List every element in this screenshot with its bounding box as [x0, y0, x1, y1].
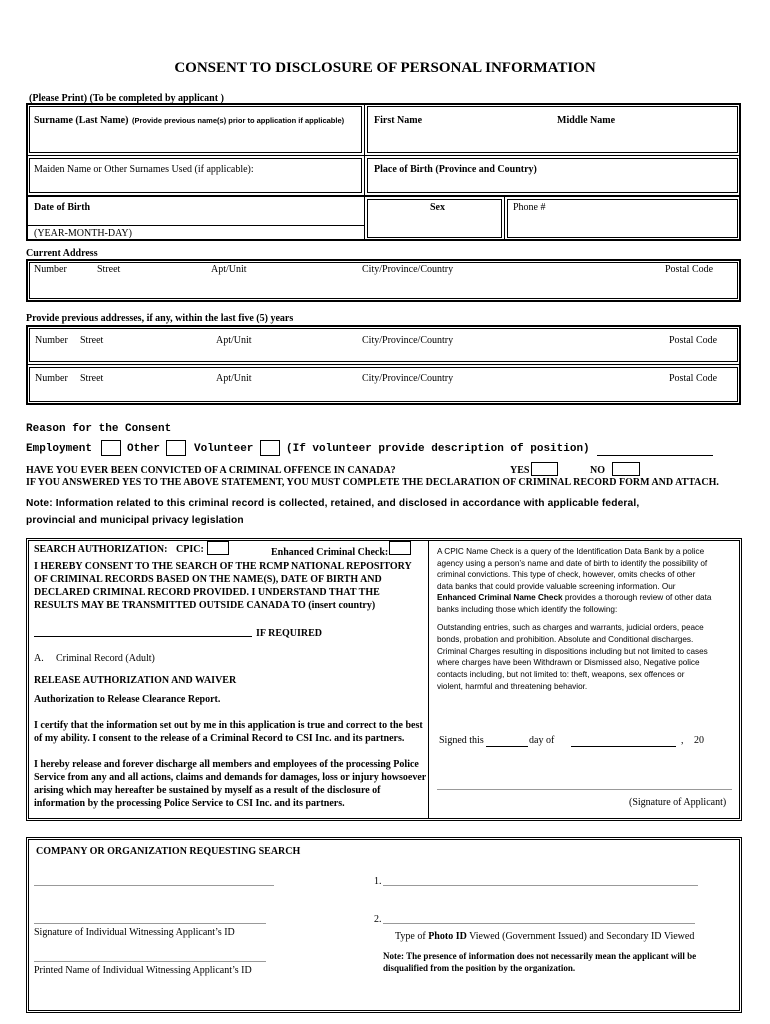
- conviction-instruction: IF YOU ANSWERED YES TO THE ABOVE STATEMENT, YOU MUST COMPLETE THE DECLARATION OF CRIMINAL RECORD FORM AND ATTACH.: [26, 477, 719, 488]
- prev1-city-label: City/Province/Country: [362, 335, 454, 346]
- company-section: [26, 837, 742, 1013]
- outstanding-line: Outstanding entries, such as charges and warrants, judicial orders, peace: [437, 623, 704, 632]
- prev2-postal-label: Postal Code: [669, 373, 718, 384]
- company-heading: COMPANY OR ORGANIZATION REQUESTING SEARCH: [36, 846, 301, 857]
- no-checkbox[interactable]: [612, 462, 640, 476]
- item-2-label: 2.: [374, 914, 382, 925]
- signed-this-label: Signed this: [439, 735, 484, 746]
- release-line: arising which may hereafter be sustained by myself as a result of the disclosure of: [34, 785, 381, 796]
- day-of-label: day of: [529, 735, 555, 746]
- disq-line: Note: The presence of information does not necessarily mean the applicant will be: [383, 951, 697, 961]
- consent-line: DECLARED CRIMINAL RECORD PROVIDED. I UNDERSTAND THAT THE: [34, 587, 380, 598]
- signed-month-input[interactable]: [571, 746, 676, 747]
- first-name-label: First Name: [374, 115, 423, 126]
- volunteer-description-line[interactable]: [597, 455, 713, 456]
- signed-day-input[interactable]: [486, 746, 528, 747]
- outstanding-line: bonds, probation and prohibition. Absolute and Conditional discharges.: [437, 634, 694, 644]
- prev2-apt-label: Apt/Unit: [216, 373, 252, 384]
- outstanding-line: where charges have been Withdrawn or Dismissed also, Negative police: [437, 658, 700, 668]
- privacy-note-line-2: provincial and municipal privacy legislation: [26, 515, 244, 526]
- dob-format: (YEAR-MONTH-DAY): [34, 228, 132, 239]
- middle-name-field[interactable]: [552, 128, 736, 152]
- prev1-apt-label: Apt/Unit: [216, 335, 252, 346]
- volunteer-label: Volunteer: [194, 443, 254, 455]
- phone-label: Phone #: [513, 202, 546, 213]
- current-city-label: City/Province/Country: [362, 264, 454, 275]
- search-auth-label: SEARCH AUTHORIZATION:: [34, 544, 168, 555]
- release-paragraph: [34, 758, 426, 810]
- release-line: Service from any and all actions, claims and demands for damages, loss or injury howsoever: [34, 772, 427, 783]
- employment-label: Employment: [26, 443, 93, 455]
- cpic-checkbox[interactable]: [207, 541, 229, 555]
- page-title: CONSENT TO DISCLOSURE OF PERSONAL INFORMATION: [174, 60, 596, 76]
- current-number-label: Number: [34, 264, 67, 275]
- prev2-street-label: Street: [80, 373, 104, 384]
- photo-id-prefix: Type of: [395, 931, 429, 942]
- instructions: (Please Print) (To be completed by applicant ): [29, 93, 224, 104]
- other-label: Other: [127, 443, 161, 455]
- prev1-street-label: Street: [80, 335, 104, 346]
- prev1-number-label: Number: [35, 335, 68, 346]
- birthplace-field[interactable]: [368, 176, 736, 192]
- photo-id-line-2[interactable]: [383, 923, 695, 924]
- volunteer-checkbox[interactable]: [260, 440, 280, 456]
- disq-line: disqualified from the position by the organization.: [383, 963, 576, 973]
- certify-line: of my ability. I consent to the release of a Criminal Record to CSI Inc. and its partners.: [34, 733, 405, 744]
- year-prefix: 20: [694, 735, 704, 746]
- country-input-line[interactable]: [34, 636, 252, 637]
- item-a-letter: A.: [34, 653, 44, 664]
- witness-name-line[interactable]: [34, 961, 266, 962]
- dob-label: Date of Birth: [34, 202, 91, 213]
- surname-note: (Provide previous name(s) prior to application if applicable): [132, 116, 345, 125]
- privacy-note-line-1: Note: Information related to this criminal record is collected, retained, and disclosed in accordance with applicable federal,: [26, 498, 640, 509]
- photo-id-line-1[interactable]: [383, 885, 698, 886]
- release-line: information by the processing Police Service to CSI Inc. and its partners.: [34, 798, 345, 809]
- cpic-label: CPIC:: [176, 544, 204, 555]
- witness-signature-label: Signature of Individual Witnessing Applicant’s ID: [34, 927, 235, 938]
- applicant-signature-line[interactable]: [437, 789, 732, 790]
- item-a-label: Criminal Record (Adult): [56, 653, 155, 664]
- consent-line: I HEREBY CONSENT TO THE SEARCH OF THE RCMP NATIONAL REPOSITORY: [34, 561, 412, 572]
- release-line: I hereby release and forever discharge all members and employees of the processing Police: [34, 759, 419, 770]
- cpic-desc-line: agency using a person’s name and date of birth to identify the possibility of: [437, 558, 708, 568]
- comma: ,: [681, 735, 684, 746]
- previous-address-heading: Provide previous addresses, if any, within the last five (5) years: [26, 313, 294, 324]
- consent-line: OF CRIMINAL RECORDS BASED ON THE NAME(S), DATE OF BIRTH AND: [34, 574, 382, 585]
- signature-label: (Signature of Applicant): [629, 797, 727, 808]
- prev2-number-label: Number: [35, 373, 68, 384]
- enhanced-check-label: Enhanced Criminal Check:: [271, 547, 389, 558]
- yes-checkbox[interactable]: [531, 462, 558, 476]
- cpic-description: [437, 546, 711, 615]
- consent-line: RESULTS MAY BE TRANSMITTED OUTSIDE CANADA TO (insert country): [34, 600, 376, 611]
- photo-id-suffix: Viewed (Government Issued) and Secondary ID Viewed: [466, 931, 695, 942]
- disqualified-note: [383, 950, 696, 974]
- sex-label: Sex: [430, 202, 445, 213]
- prev1-postal-label: Postal Code: [669, 335, 718, 346]
- surname-label: Surname (Last Name): [34, 115, 129, 126]
- current-address-heading: Current Address: [26, 248, 98, 259]
- photo-id-bold: Photo ID: [428, 931, 467, 942]
- release-subheading: Authorization to Release Clearance Report.: [34, 694, 221, 705]
- sex-field[interactable]: [368, 213, 502, 237]
- reason-heading: Reason for the Consent: [26, 423, 172, 435]
- item-1-label: 1.: [374, 876, 382, 887]
- cpic-desc-line: criminal convictions. This type of check, however, omits checks of other: [437, 570, 696, 579]
- volunteer-note: (If volunteer provide description of position): [286, 443, 590, 455]
- employment-checkbox[interactable]: [101, 440, 121, 456]
- phone-field[interactable]: [508, 213, 736, 237]
- middle-name-label: Middle Name: [557, 115, 616, 126]
- if-required-label: IF REQUIRED: [256, 628, 323, 639]
- photo-id-label: [395, 931, 694, 942]
- yes-label: YES: [510, 465, 530, 476]
- birthplace-label: Place of Birth (Province and Country): [374, 164, 537, 175]
- cpic-desc-line: banks including those which identify the following:: [437, 604, 618, 614]
- maiden-name-field[interactable]: [30, 176, 360, 192]
- witness-signature-line[interactable]: [34, 923, 266, 924]
- surname-field[interactable]: [30, 128, 360, 152]
- witness-name-label: Printed Name of Individual Witnessing Applicant’s ID: [34, 965, 252, 976]
- outstanding-line: contacts including, but not limited to: theft, weapons, sex offences or: [437, 670, 685, 680]
- first-name-field[interactable]: [368, 128, 548, 152]
- current-apt-label: Apt/Unit: [211, 264, 247, 275]
- prev2-city-label: City/Province/Country: [362, 373, 454, 384]
- outstanding-line: violent, harmful and threatening behavior.: [437, 681, 588, 691]
- certify-paragraph: [34, 719, 423, 745]
- cpic-desc-line: A CPIC Name Check is a query of the Identification Data Bank by a police: [437, 547, 705, 556]
- other-checkbox[interactable]: [166, 440, 186, 456]
- outstanding-line: Criminal Charges resulting in dispositions including but not limited to cases: [437, 646, 708, 656]
- current-street-label: Street: [97, 264, 121, 275]
- conviction-question: HAVE YOU EVER BEEN CONVICTED OF A CRIMINAL OFFENCE IN CANADA?: [26, 465, 396, 476]
- consent-paragraph: [34, 560, 418, 612]
- outstanding-description: [437, 622, 708, 693]
- enhanced-check-checkbox[interactable]: [389, 541, 411, 555]
- current-postal-label: Postal Code: [665, 264, 714, 275]
- dob-field[interactable]: [30, 213, 360, 224]
- cpic-desc-line: data banks that could provide valuable screening information. Our: [437, 581, 676, 591]
- maiden-name-label: Maiden Name or Other Surnames Used (if applicable):: [34, 164, 254, 175]
- certify-line: I certify that the information set out by me in this application is true and correct to the best: [34, 720, 423, 731]
- release-heading: RELEASE AUTHORIZATION AND WAIVER: [34, 675, 237, 686]
- no-label: NO: [590, 465, 605, 476]
- enhanced-check-desc: provides a thorough review of other data: [562, 593, 712, 602]
- enhanced-check-name: Enhanced Criminal Name Check: [437, 593, 563, 602]
- company-name-line[interactable]: [34, 885, 274, 886]
